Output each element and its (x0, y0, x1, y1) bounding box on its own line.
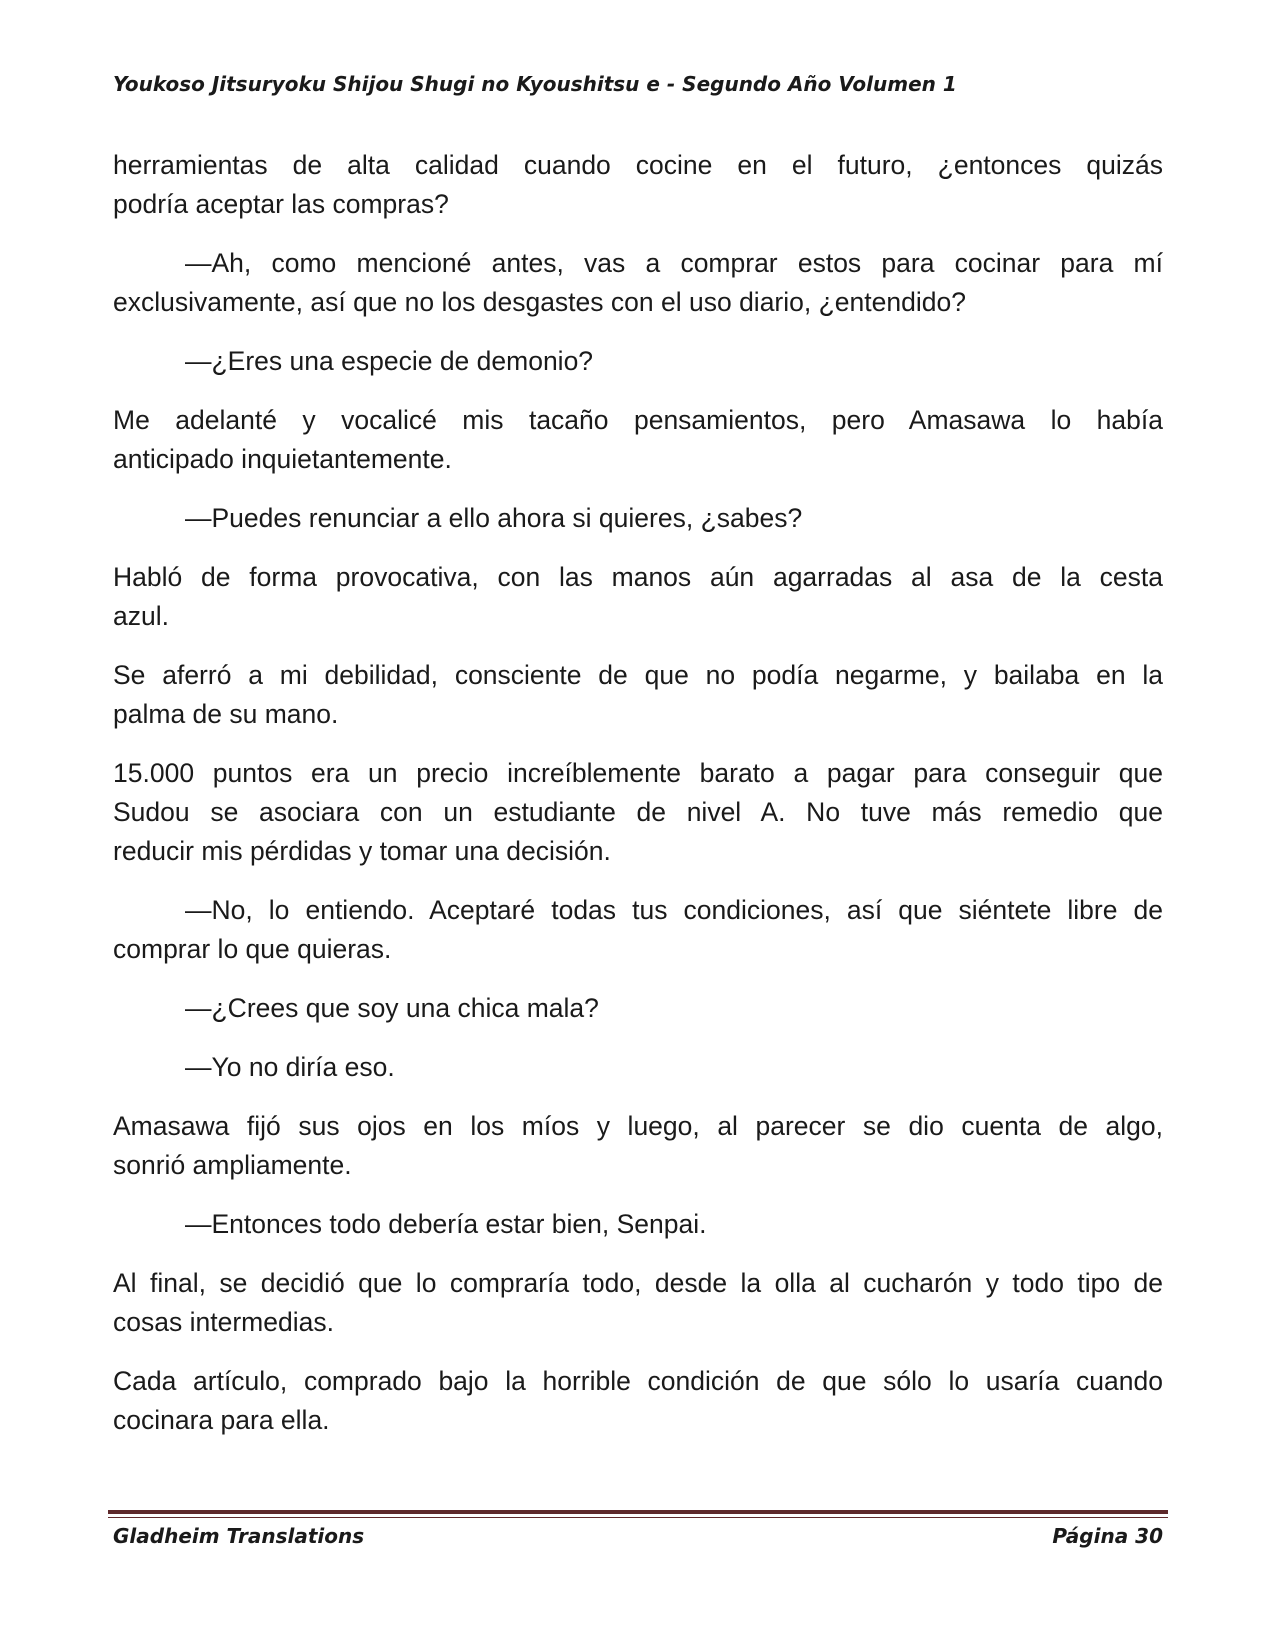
dialogue-paragraph (113, 891, 1163, 969)
text-line: sonrió ampliamente. (113, 1150, 352, 1180)
text-line: —Entonces todo debería estar bien, Senpai. (185, 1209, 707, 1239)
paragraph (113, 656, 1163, 734)
dialogue-paragraph (113, 342, 1163, 381)
paragraph (113, 1107, 1163, 1185)
paragraph (113, 1362, 1163, 1440)
footer-divider-thin (108, 1517, 1168, 1518)
text-line: herramientas de alta calidad cuando cocine en el futuro, ¿entonces quizás (113, 150, 1163, 180)
dialogue-paragraph (113, 244, 1163, 322)
text-line: —Puedes renunciar a ello ahora si quieres, ¿sabes? (185, 503, 803, 533)
text-line: —¿Eres una especie de demonio? (185, 346, 594, 376)
text-line: podría aceptar las compras? (113, 189, 449, 219)
text-line: comprar lo que quieras. (113, 934, 392, 964)
dialogue-paragraph (113, 499, 1163, 538)
text-line: Se aferró a mi debilidad, consciente de que no podía negarme, y bailaba en la (113, 660, 1163, 690)
text-line: azul. (113, 601, 169, 631)
text-line: Cada artículo, comprado bajo la horrible condición de que sólo lo usaría cuando (113, 1366, 1163, 1396)
paragraph (113, 754, 1163, 871)
page-footer (113, 1524, 1163, 1548)
body-text (113, 146, 1163, 1460)
text-line: Sudou se asociara con un estudiante de nivel A. No tuve más remedio que (113, 797, 1163, 827)
paragraph (113, 1264, 1163, 1342)
footer-divider-thick (108, 1510, 1168, 1514)
running-header: Youkoso Jitsuryoku Shijou Shugi no Kyoushitsu e - Segundo Año Volumen 1 (113, 72, 957, 96)
text-line: —¿Crees que soy una chica mala? (185, 993, 599, 1023)
text-line: 15.000 puntos era un precio increíblemente barato a pagar para conseguir que (113, 758, 1163, 788)
text-line: Habló de forma provocativa, con las manos aún agarradas al asa de la cesta (113, 562, 1163, 592)
page-number: Página 30 (1052, 1524, 1163, 1548)
footer-divider (108, 1510, 1168, 1518)
text-line: cocinara para ella. (113, 1405, 330, 1435)
text-line: reducir mis pérdidas y tomar una decisión. (113, 836, 611, 866)
paragraph (113, 401, 1163, 479)
text-line: anticipado inquietantemente. (113, 444, 452, 474)
text-line: —Yo no diría eso. (185, 1052, 395, 1082)
text-line: Amasawa fijó sus ojos en los míos y luego, al parecer se dio cuenta de algo, (113, 1111, 1163, 1141)
footer-credit: Gladheim Translations (113, 1524, 365, 1548)
paragraph (113, 146, 1163, 224)
dialogue-paragraph (113, 1048, 1163, 1087)
paragraph (113, 558, 1163, 636)
dialogue-paragraph (113, 1205, 1163, 1244)
text-line: cosas intermedias. (113, 1307, 334, 1337)
text-line: Me adelanté y vocalicé mis tacaño pensamientos, pero Amasawa lo había (113, 405, 1163, 435)
text-line: palma de su mano. (113, 699, 339, 729)
text-line: Al final, se decidió que lo compraría todo, desde la olla al cucharón y todo tipo de (113, 1268, 1163, 1298)
text-line: —Ah, como mencioné antes, vas a comprar estos para cocinar para mí (185, 248, 1163, 278)
text-line: exclusivamente, así que no los desgastes con el uso diario, ¿entendido? (113, 287, 966, 317)
text-line: —No, lo entiendo. Aceptaré todas tus condiciones, así que siéntete libre de (185, 895, 1163, 925)
dialogue-paragraph (113, 989, 1163, 1028)
